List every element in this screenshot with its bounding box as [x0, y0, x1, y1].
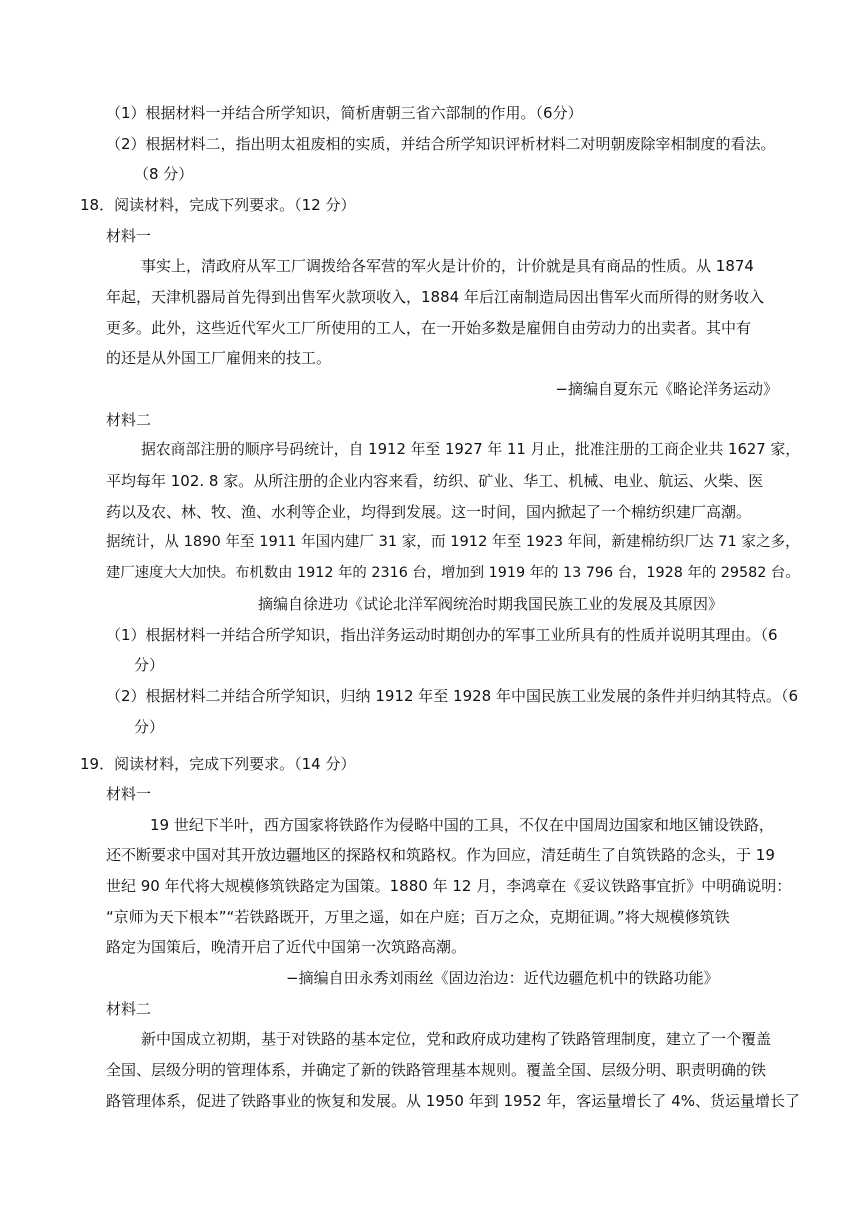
q18-m1-line: 的还是从外国工厂雇佣来的技工。 [106, 349, 332, 367]
q19-m1-line: “京师为天下根本”“若铁路既开，万里之遥，如在户庭；百万之众，克期征调。”将大规模修筑铁 [106, 908, 730, 926]
q18-m2-line: 据统计，从 1890 年至 1911 年国内建厂 31 家，而 1912 年至 1923 年间，新建棉纺织厂达 71 家之多， [106, 533, 800, 550]
q18-title: 18．阅读材料，完成下列要求。（12 分） [80, 196, 356, 214]
q17-sub1: （1）根据材料一并结合所学知识，简析唐朝三省六部制的作用。（6分） [106, 104, 583, 122]
q18-m1-line: 事实上，清政府从军工厂调拨给各军营的军火是计价的，计价就是具有商品的性质。从 1874 [141, 257, 754, 275]
q17-sub2-line2: （8 分） [134, 165, 194, 183]
q18-m2-source: 摘编自徐进功《试论北洋军阀统治时期我国民族工业的发展及其原因》 [258, 595, 724, 613]
q18-m2-line: 建厂速度大大加快。布机数由 1912 年的 2316 台，增加到 1919 年的 13 796 台，1928 年的 29582 台。 [106, 565, 800, 581]
q19-m1-line: 19 世纪下半叶，西方国家将铁路作为侵略中国的工具，不仅在中国周边国家和地区铺设铁路， [150, 816, 774, 834]
q19-material1-label: 材料一 [106, 785, 152, 803]
q18-sub1-line2: 分） [134, 656, 165, 674]
q18-m1-source: −摘编自夏东元《略论洋务运动》 [555, 380, 778, 398]
q19-m2-line: 全国、层级分明的管理体系，并确定了新的铁路管理基本规则。覆盖全国、层级分明、职责明确的铁 [106, 1061, 767, 1079]
q18-sub2-line1: （2）根据材料二并结合所学知识，归纳 1912 年至 1928 年中国民族工业发展的条件并归纳其特点。（6 [106, 687, 799, 705]
q17-sub2-line1: （2）根据材料二，指出明太祖废相的实质，并结合所学知识评析材料二对明朝废除宰相制度的看法。 [106, 135, 776, 153]
q18-m1-line: 更多。此外，这些近代军火工厂所使用的工人，在一开始多数是雇佣自由劳动力的出卖者。其中有 [106, 319, 752, 337]
q19-material2-label: 材料二 [106, 1000, 152, 1018]
q18-m2-line: 平均每年 102. 8 家。从所注册的企业内容来看，纺织、矿业、华工、机械、电业、航运、火柴、医 [106, 472, 764, 490]
q19-m1-line: 世纪 90 年代将大规模修筑铁路定为国策。1880 年 12 月，李鸿章在《妥议铁路事宜折》中明确说明： [106, 877, 792, 895]
q18-material1-label: 材料一 [106, 227, 152, 245]
q18-m2-line: 药以及农、林、牧、渔、水利等企业，均得到发展。这一时间，国内掀起了一个棉纺织建厂高潮。 [106, 503, 752, 521]
q18-material2-label: 材料二 [106, 411, 152, 429]
q18-m2-line: 据农商部注册的顺序号码统计，自 1912 年至 1927 年 11 月止，批准注册的工商企业共 1627 家， [141, 441, 801, 458]
q19-m2-line: 新中国成立初期，基于对铁路的基本定位，党和政府成功建构了铁路管理制度，建立了一个覆盖 [141, 1030, 772, 1048]
q19-m1-line: 还不断要求中国对其开放边疆地区的探路权和筑路权。作为回应，清廷萌生了自筑铁路的念头，于 19 [106, 846, 775, 864]
q18-m1-line: 年起，天津机器局首先得到出售军火款项收入，1884 年后江南制造局因出售军火而所得的财务收入 [106, 288, 764, 306]
q19-m2-line: 路管理体系，促进了铁路事业的恢复和发展。从 1950 年到 1952 年，客运量增长了 4%、货运量增长了 [106, 1092, 800, 1110]
q19-m1-line: 路定为国策后，晚清开启了近代中国第一次筑路高潮。 [106, 938, 467, 956]
q18-sub1-line1: （1）根据材料一并结合所学知识，指出洋务运动时期创办的军事工业所具有的性质并说明其理由。（6 [106, 626, 778, 644]
q18-sub2-line2: 分） [134, 718, 165, 736]
q19-m1-source: −摘编自田永秀刘雨丝《固边治边：近代边疆危机中的铁路功能》 [286, 969, 719, 987]
q19-title: 19．阅读材料，完成下列要求。（14 分） [80, 755, 356, 773]
